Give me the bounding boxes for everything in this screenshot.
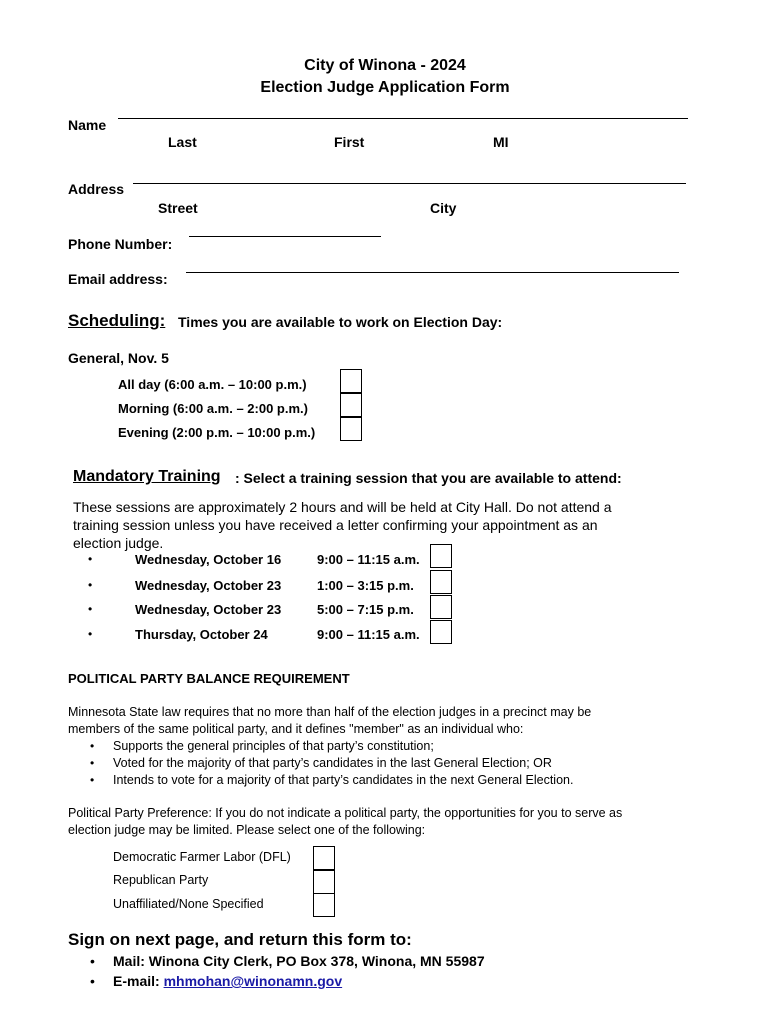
training-heading: Mandatory Training: [73, 468, 221, 485]
party-dfl-checkbox[interactable]: [313, 846, 335, 870]
address-street-label: Street: [158, 200, 198, 216]
session-4-time: 9:00 – 11:15 a.m.: [317, 627, 420, 642]
option-evening-checkbox[interactable]: [340, 417, 362, 441]
email-contact-label: E-mail:: [113, 973, 164, 989]
option-evening-label: Evening (2:00 p.m. – 10:00 p.m.): [118, 425, 316, 440]
party-unaffiliated-checkbox[interactable]: [313, 893, 335, 917]
party-para-line1: Minnesota State law requires that no more than half of the election judges in a precinct may be: [68, 705, 592, 719]
form-title-line2: Election Judge Application Form: [260, 79, 510, 96]
bullet-icon: •: [88, 627, 93, 641]
address-label: Address: [68, 181, 125, 197]
party-republican-checkbox[interactable]: [313, 870, 335, 894]
bullet-icon: •: [90, 973, 95, 989]
bullet-icon: •: [90, 773, 95, 787]
party-pref-line2: election judge may be limited. Please select one of the following:: [68, 823, 426, 837]
scheduling-heading: Scheduling:: [68, 311, 166, 330]
name-mi-label: MI: [493, 134, 509, 150]
option-all-day-label: All day (6:00 a.m. – 10:00 p.m.): [118, 377, 307, 392]
member-criterion-2: Voted for the majority of that party’s candidates in the last General Election; OR: [113, 756, 552, 770]
training-subheading: : Select a training session that you are available to attend:: [235, 470, 622, 486]
bullet-icon: •: [90, 953, 95, 969]
session-1-time: 9:00 – 11:15 a.m.: [317, 552, 420, 567]
training-desc-line2: training session unless you have received a letter confirming your appointment as an: [73, 517, 598, 533]
form-title-line1: City of Winona - 2024: [304, 57, 466, 74]
session-1-checkbox[interactable]: [430, 544, 452, 568]
email-contact-link[interactable]: mhmohan@winonamn.gov: [163, 973, 343, 989]
member-criterion-3: Intends to vote for a majority of that party’s candidates in the next General Election.: [113, 773, 574, 787]
party-pref-line1: Political Party Preference: If you do not indicate a political party, the opportunities for you to serve as: [68, 806, 623, 820]
session-3-day: Wednesday, October 23: [135, 602, 282, 617]
scheduling-subheading: Times you are available to work on Election Day:: [178, 314, 503, 330]
party-para-line2: members of the same political party, and it defines "member" as an individual who:: [68, 722, 524, 736]
training-desc-line1: These sessions are approximately 2 hours and will be held at City Hall. Do not attend a: [73, 499, 612, 515]
address-city-label: City: [430, 200, 457, 216]
party-unaffiliated-label: Unaffiliated/None Specified: [113, 897, 264, 911]
mail-address: Mail: Winona City Clerk, PO Box 378, Winona, MN 55987: [113, 953, 485, 969]
name-field[interactable]: [118, 118, 688, 119]
option-all-day-checkbox[interactable]: [340, 369, 362, 393]
return-heading: Sign on next page, and return this form to:: [68, 930, 412, 949]
bullet-icon: •: [88, 602, 93, 616]
bullet-icon: •: [90, 756, 95, 770]
phone-label: Phone Number:: [68, 236, 173, 252]
option-morning-label: Morning (6:00 a.m. – 2:00 p.m.): [118, 401, 308, 416]
email-field[interactable]: [186, 272, 679, 273]
session-3-checkbox[interactable]: [430, 595, 452, 619]
party-republican-label: Republican Party: [113, 873, 209, 887]
session-3-time: 5:00 – 7:15 p.m.: [317, 602, 414, 617]
bullet-icon: •: [88, 578, 93, 592]
member-criterion-1: Supports the general principles of that party’s constitution;: [113, 739, 434, 753]
name-label: Name: [68, 117, 107, 133]
general-election-label: General, Nov. 5: [68, 350, 169, 366]
session-4-day: Thursday, October 24: [135, 627, 268, 642]
bullet-icon: •: [90, 739, 95, 753]
address-field[interactable]: [133, 183, 686, 184]
email-contact: [113, 973, 342, 989]
email-label: Email address:: [68, 271, 168, 287]
phone-field[interactable]: [189, 236, 381, 237]
bullet-icon: •: [88, 552, 93, 566]
session-2-time: 1:00 – 3:15 p.m.: [317, 578, 414, 593]
session-2-checkbox[interactable]: [430, 570, 452, 594]
session-2-day: Wednesday, October 23: [135, 578, 282, 593]
training-desc-line3: election judge.: [73, 535, 164, 551]
option-morning-checkbox[interactable]: [340, 393, 362, 417]
name-last-label: Last: [168, 134, 197, 150]
session-1-day: Wednesday, October 16: [135, 552, 282, 567]
name-first-label: First: [334, 134, 365, 150]
party-dfl-label: Democratic Farmer Labor (DFL): [113, 850, 291, 864]
session-4-checkbox[interactable]: [430, 620, 452, 644]
party-balance-heading: POLITICAL PARTY BALANCE REQUIREMENT: [68, 671, 350, 686]
